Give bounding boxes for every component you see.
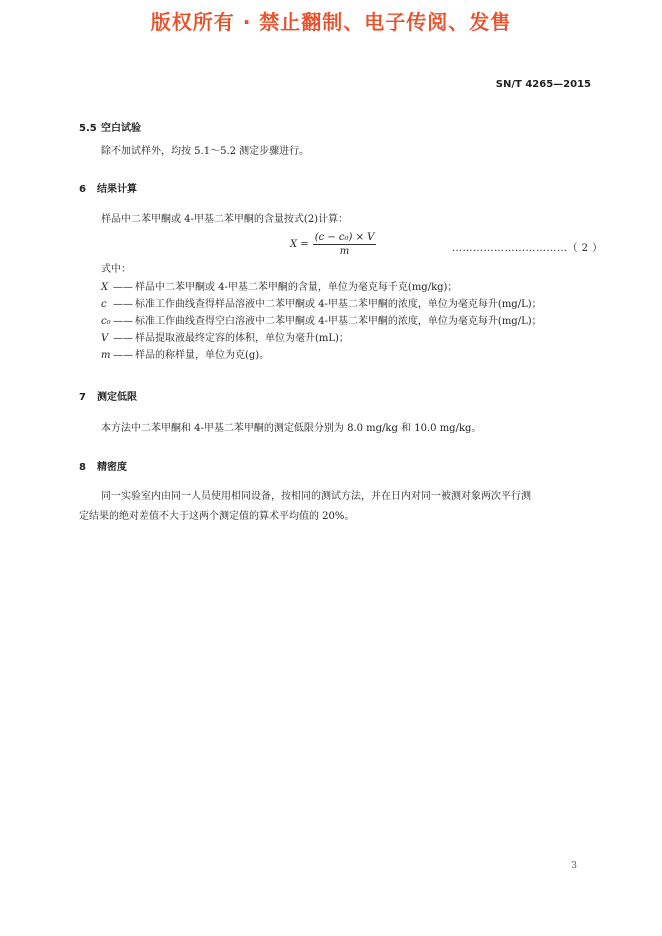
definition-text: 标准工作曲线查得样品溶液中二苯甲酮或 4-甲基二苯甲酮的浓度，单位为毫克每升(mg/L)； <box>135 299 542 310</box>
symbol-definitions <box>101 279 542 364</box>
section-7-heading <box>79 388 137 403</box>
section-title: 空白试验 <box>101 123 141 134</box>
section-number: 5.5 <box>79 123 97 134</box>
page-number: 3 <box>571 861 577 871</box>
definition-row: m —— 样品的称样量，单位为克(g)。 <box>101 347 542 364</box>
section-number: 8 <box>79 462 86 473</box>
definition-row: X —— 样品中二苯甲酮或 4-甲基二苯甲酮的含量，单位为毫克每千克(mg/kg)； <box>101 279 542 296</box>
formula-lhs: X = <box>290 239 309 250</box>
definition-symbol: c <box>101 299 107 310</box>
definition-row: V —— 样品提取液最终定容的体积，单位为毫升(mL)； <box>101 330 542 347</box>
definition-text: 样品中二苯甲酮或 4-甲基二苯甲酮的含量，单位为毫克每千克(mg/kg)； <box>135 282 458 293</box>
copyright-watermark: 版权所有 · 禁止翻制、电子传阅、发售 <box>150 10 512 34</box>
formula-fraction <box>313 232 377 257</box>
section-title: 结果计算 <box>97 184 137 195</box>
definition-text: 样品提取液最终定容的体积，单位为毫升(mL)； <box>135 333 349 344</box>
definition-symbol: X <box>101 282 109 293</box>
standard-code: SN/T 4265—2015 <box>495 79 591 90</box>
definition-text: 标准工作曲线查得空白溶液中二苯甲酮或 4-甲基二苯甲酮的浓度，单位为毫克每升(mg/L)； <box>135 316 542 327</box>
section-title: 精密度 <box>97 462 127 473</box>
definition-row: c₀ —— 标准工作曲线查得空白溶液中二苯甲酮或 4-甲基二苯甲酮的浓度，单位为毫克每升(mg/L)； <box>101 313 542 330</box>
where-label: 式中： <box>101 264 131 275</box>
section-title: 测定低限 <box>97 392 137 403</box>
section-7-text: 本方法中二苯甲酮和 4-甲基二苯甲酮的测定低限分别为 8.0 mg/kg 和 10.0 mg/kg。 <box>101 423 482 434</box>
section-6-intro: 样品中二苯甲酮或 4-甲基二苯甲酮的含量按式(2)计算： <box>101 214 349 225</box>
section-5-5-heading <box>79 119 141 134</box>
formula-2 <box>290 232 376 257</box>
formula-denominator: m <box>339 246 350 257</box>
section-8-line-2: 定结果的绝对差值不大于这两个测定值的算术平均值的 20%。 <box>79 511 355 522</box>
formula-numerator: (c − c₀) × V <box>314 232 375 243</box>
definition-symbol: c₀ <box>101 316 111 327</box>
section-6-heading <box>79 180 137 195</box>
section-5-5-text: 除不加试样外，均按 5.1～5.2 测定步骤进行。 <box>101 146 310 157</box>
equation-number: ……………………………（ 2 ） <box>452 243 603 254</box>
definition-symbol: V <box>101 333 109 344</box>
section-8-line-1: 同一实验室内由同一人员使用相同设备，按相同的测试方法，并在日内对同一被测对象两次平行测 <box>101 491 531 502</box>
section-number: 7 <box>79 392 86 403</box>
definition-symbol: m <box>101 350 111 361</box>
definition-row: c —— 标准工作曲线查得样品溶液中二苯甲酮或 4-甲基二苯甲酮的浓度，单位为毫克每升(mg/L)； <box>101 296 542 313</box>
section-number: 6 <box>79 184 86 195</box>
section-8-heading <box>79 458 127 473</box>
definition-text: 样品的称样量，单位为克(g)。 <box>135 350 270 361</box>
section-8-text <box>79 487 599 527</box>
